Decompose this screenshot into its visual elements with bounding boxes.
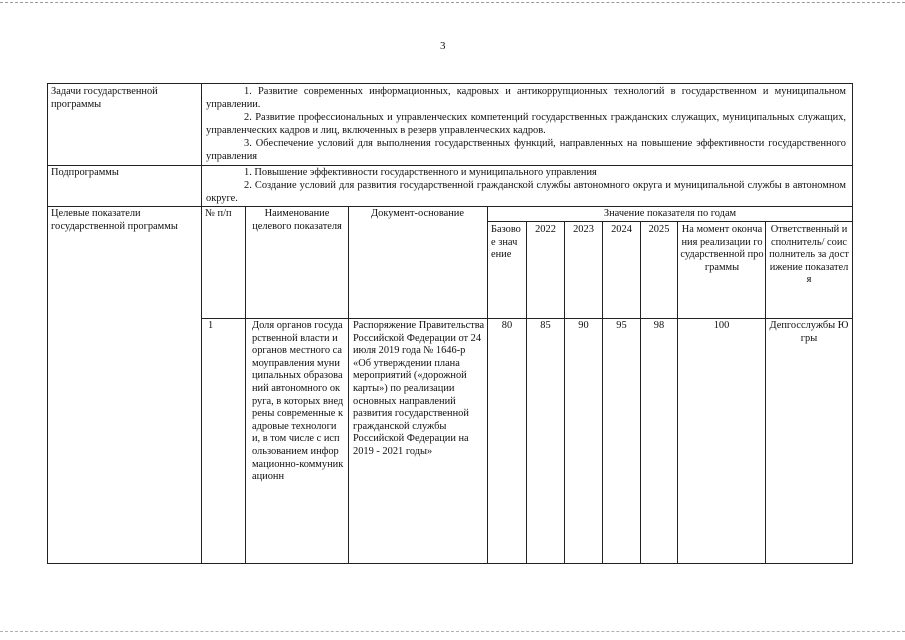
row-divider-subprograms (47, 206, 853, 207)
subprogram-item-2: 2. Создание условий для развития государственной гражданской службы автономного округа и муниципальной службы в автономном округе. (206, 180, 846, 204)
col-divider-2023 (602, 221, 603, 564)
header-num: № п/п (205, 208, 232, 219)
subprograms-label: Подпрограммы (51, 167, 119, 178)
header-divider (201, 318, 853, 319)
row1-base-value: 80 (501, 320, 513, 331)
table-border-top (47, 83, 853, 84)
col-divider-num (245, 206, 246, 564)
row1-2023-value: 90 (578, 320, 589, 331)
header-2025: 2025 (648, 224, 670, 235)
col-divider-2022 (564, 221, 565, 564)
table-border-bottom (47, 563, 853, 564)
row1-2024-value: 95 (616, 320, 627, 331)
header-final: На момент окончания реализации государственной программы (680, 224, 764, 273)
table-border-right (852, 83, 853, 564)
scan-edge-bottom (0, 631, 905, 633)
row1-num: 1 (208, 320, 214, 331)
indicators-label: Целевые показатели государственной программы (51, 208, 178, 232)
col-divider-doc (487, 206, 488, 564)
row1-responsible: Депгосслужбы Югры (769, 320, 849, 344)
values-group-divider (487, 221, 853, 222)
header-values-group: Значение показателя по годам (603, 208, 737, 219)
row1-2025-value: 98 (653, 320, 665, 331)
row-divider-tasks (47, 165, 853, 166)
task-item-2: 2. Развитие профессиональных и управленческих компетенций государственных гражданских служащих, муниципальных служащих, управленческих кадров и лиц, включенных в резерв управленческих кадров. (206, 112, 846, 136)
row1-2022-value: 85 (540, 320, 551, 331)
header-2022: 2022 (535, 224, 556, 235)
row1-final-value: 100 (713, 320, 730, 331)
row1-doc: Распоряжение Правительства Российской Федерации от 24 июля 2019 года № 1646-р «Об утверждении плана мероприятий («дорожной карты») по реализации основных направлений развития государственной гражданской службы Российской Федерации на 2019 - 2021 годы» (353, 320, 485, 457)
col-divider-base (526, 221, 527, 564)
header-doc: Документ-основание (371, 208, 464, 219)
subprogram-item-1: 1. Повышение эффективности государственного и муниципального управления (244, 167, 597, 178)
label-column-divider (201, 83, 202, 564)
col-divider-name (348, 206, 349, 564)
page-number: 3 (440, 40, 446, 52)
header-name: Наименование целевого показателя (252, 208, 342, 232)
header-responsible: Ответственный исполнитель/ соисполнитель за достижение показателя (769, 224, 849, 286)
col-divider-2025 (677, 221, 678, 564)
header-base: Базовое значение (491, 224, 521, 261)
task-item-1: 1. Развитие современных информационных, кадровых и антикоррупционных технологий в государственном и муниципальном управлении. (206, 86, 846, 110)
tasks-label: Задачи государственной программы (51, 86, 158, 110)
table-border-left (47, 83, 48, 564)
col-divider-final (765, 221, 766, 564)
task-item-3: 3. Обеспечение условий для выполнения государственных функций, направленных на повышение эффективности государственного управления (206, 138, 846, 162)
header-2023: 2023 (573, 224, 594, 235)
header-2024: 2024 (611, 224, 632, 235)
scan-edge-top (0, 2, 905, 4)
row1-name: Доля органов государственной власти и органов местного самоуправления муниципальных образований автономного округа, в которых внедрены современные кадровые технологии, в том числе с использованием информационно-коммуникационн (252, 320, 344, 483)
col-divider-2024 (640, 221, 641, 564)
